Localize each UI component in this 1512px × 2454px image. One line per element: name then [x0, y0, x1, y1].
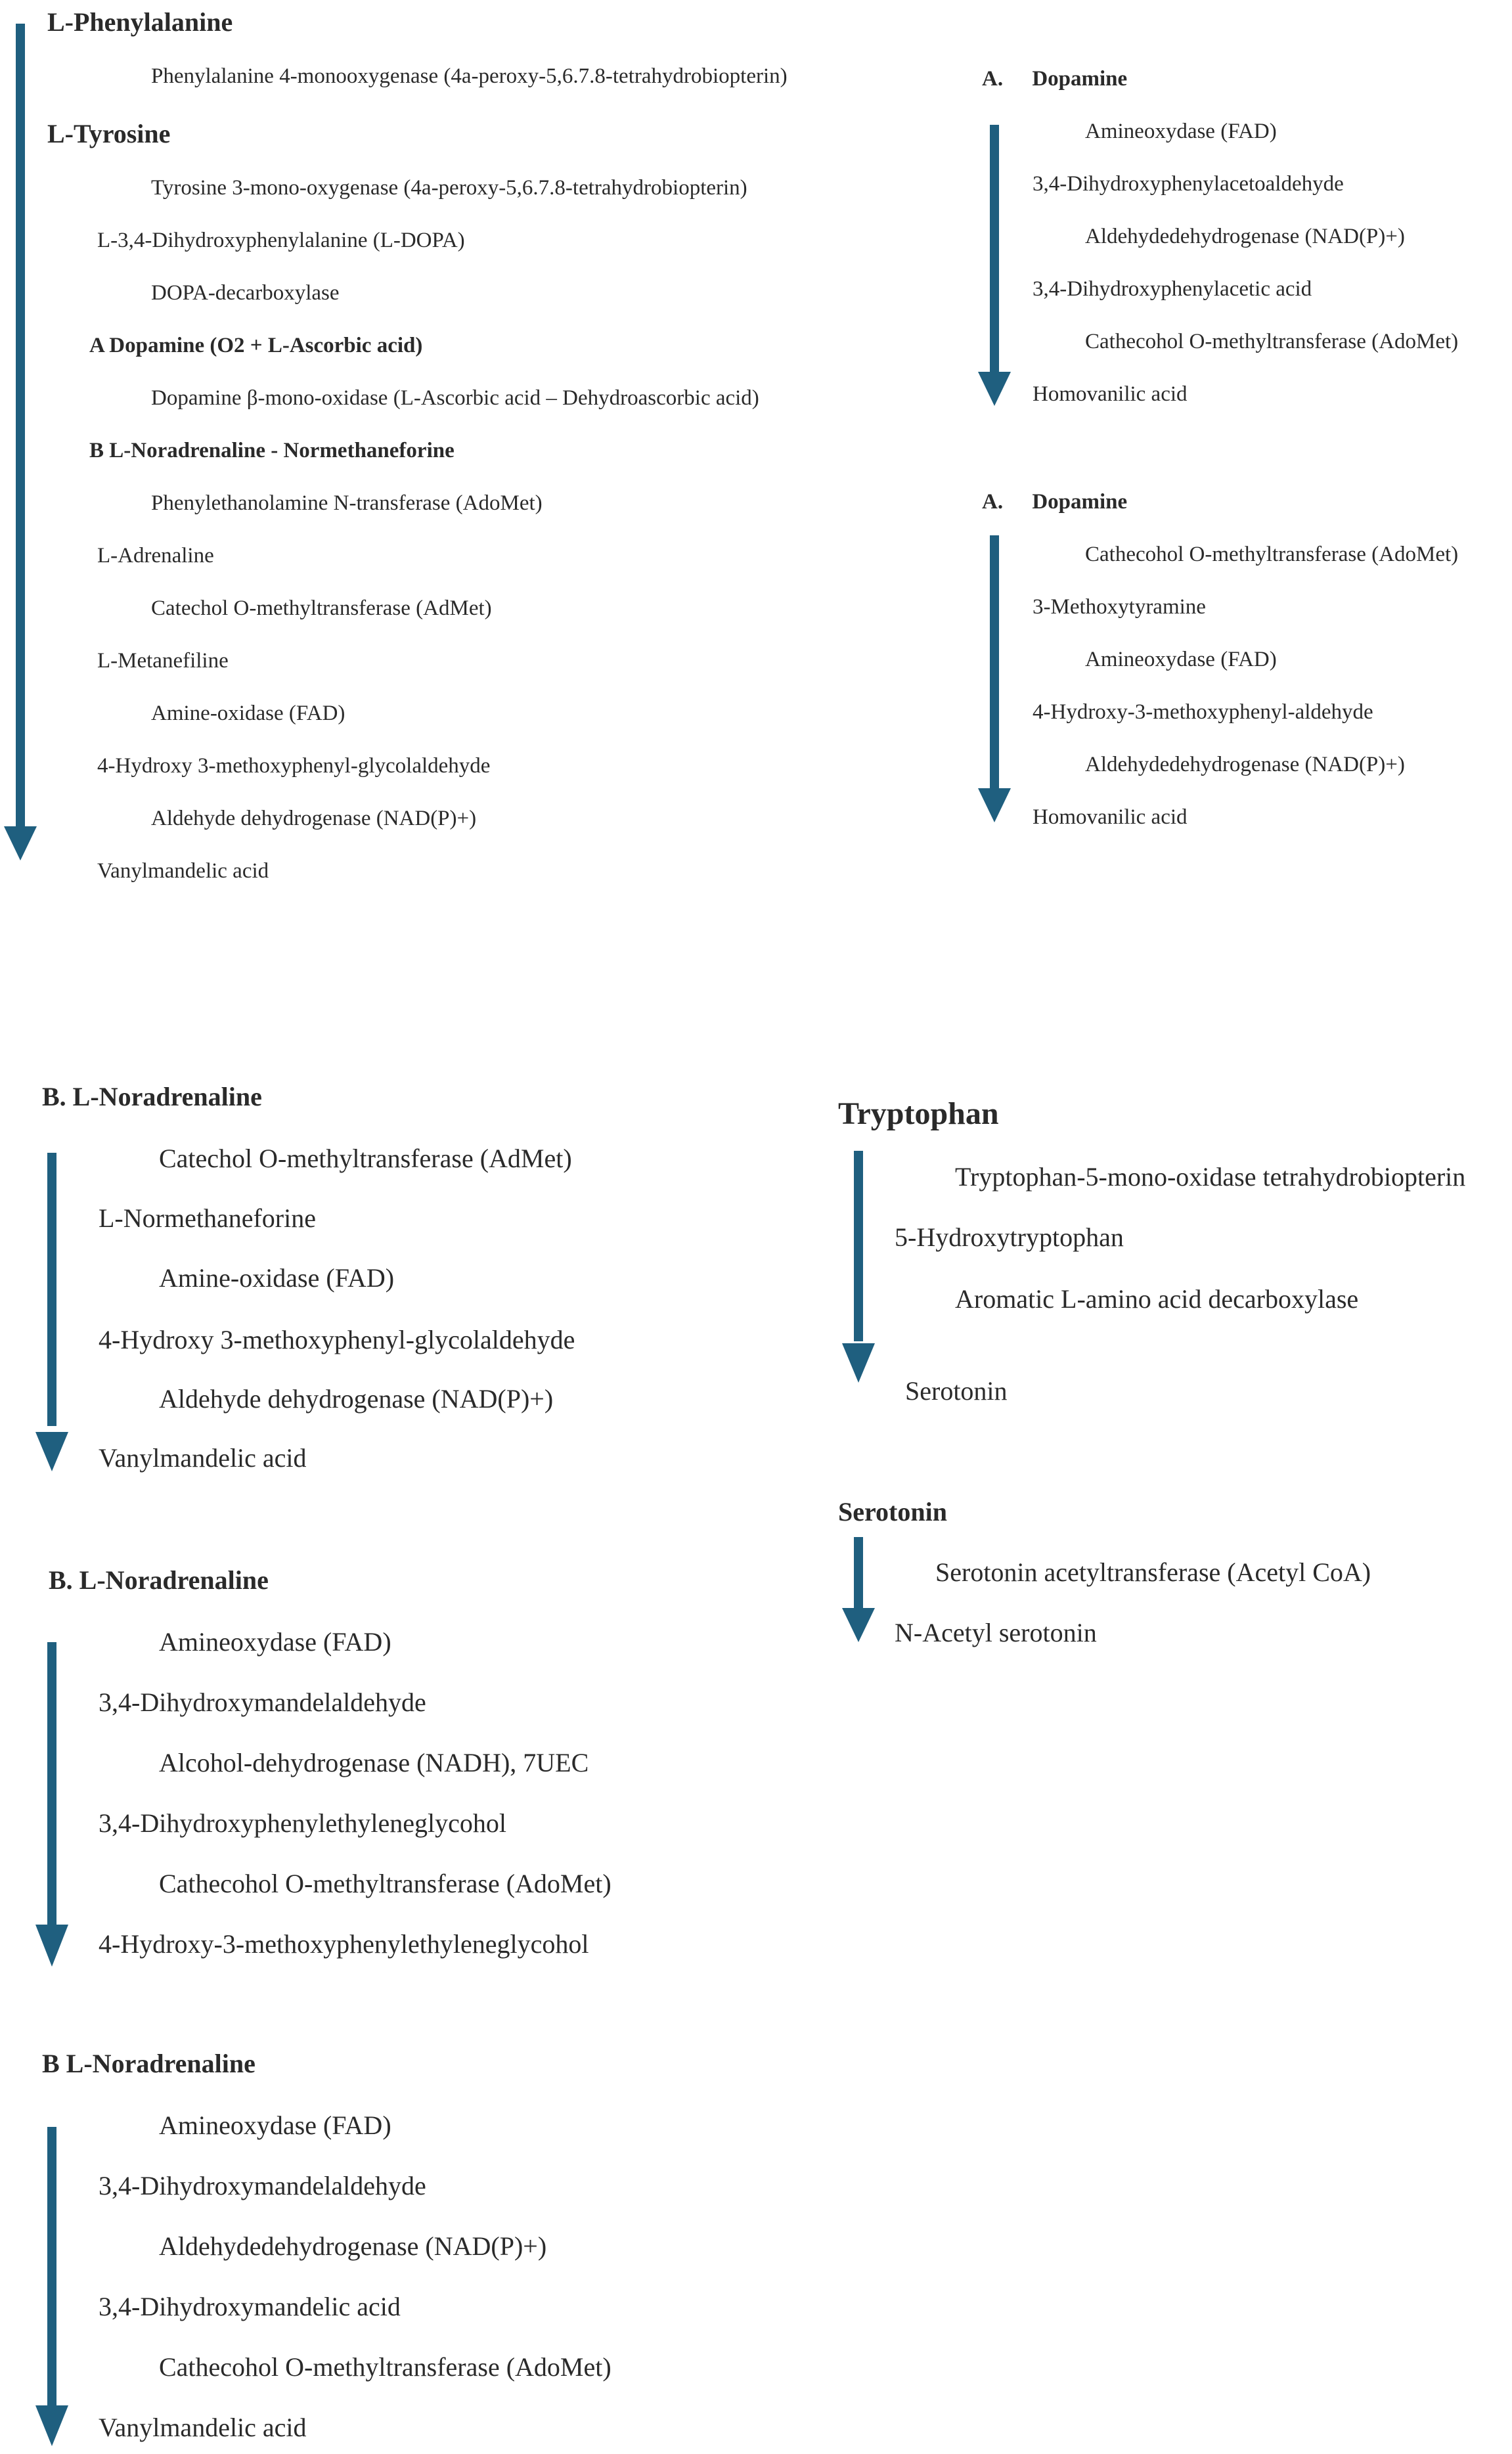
panel4-title: B. L-Noradrenaline: [42, 1082, 262, 1111]
panel1-title: L-Phenylalanine: [47, 7, 233, 37]
panel2-step: Amineoxydase (FAD): [1085, 120, 1277, 143]
panel3-compound: Homovanilic acid: [1033, 805, 1188, 829]
panel1-compound: Vanylmandelic acid: [97, 859, 269, 883]
panel1-compound: L-Tyrosine: [47, 119, 171, 148]
panel1-step: Amine-oxidase (FAD): [151, 702, 345, 725]
panel8-compound: 3,4-Dihydroxymandelic acid: [99, 2292, 401, 2321]
panel1-step: Catechol O-methyltransferase (AdMet): [151, 596, 492, 620]
panel7-step: Amineoxydase (FAD): [159, 1627, 391, 1657]
panel1-compound: L-3,4-Dihydroxyphenylalanine (L-DOPA): [97, 229, 465, 252]
panel1-compound: B L-Noradrenaline - Normethaneforine: [89, 439, 455, 462]
panel2-compound: Homovanilic acid: [1033, 382, 1188, 406]
panel3-step: Cathecohol O-methyltransferase (AdoMet): [1085, 543, 1459, 566]
panel8-step: Cathecohol O-methyltransferase (AdoMet): [159, 2352, 611, 2382]
panel7-compound: 3,4-Dihydroxymandelaldehyde: [99, 1687, 426, 1717]
panel1-step: Tyrosine 3-mono-oxygenase (4a-peroxy-5,6.7.8-tetrahydrobiopterin): [151, 176, 747, 200]
panel3-step: Aldehydedehydrogenase (NAD(P)+): [1085, 753, 1405, 776]
panel4-step: Amine-oxidase (FAD): [159, 1263, 395, 1293]
panel1-arrow: [4, 24, 37, 860]
panel7-compound: 3,4-Dihydroxyphenylethyleneglycohol: [99, 1808, 506, 1838]
panel2-compound: 3,4-Dihydroxyphenylacetic acid: [1033, 277, 1312, 301]
panel3-compound: 4-Hydroxy-3-methoxyphenyl-aldehyde: [1033, 700, 1373, 724]
panel1-step: DOPA-decarboxylase: [151, 281, 340, 305]
panel1-step: Dopamine β-mono-oxidase (L-Ascorbic acid – Dehydroascorbic acid): [151, 386, 759, 410]
panel7-step: Cathecohol O-methyltransferase (AdoMet): [159, 1869, 611, 1898]
panel7-arrow: [35, 1642, 68, 1967]
panel4-step: Catechol O-methyltransferase (AdMet): [159, 1144, 572, 1173]
panel8-compound: Vanylmandelic acid: [99, 2413, 307, 2442]
panel3-arrow: [978, 535, 1011, 822]
panel4-step: Aldehyde dehydrogenase (NAD(P)+): [159, 1384, 554, 1414]
panel4-arrow: [35, 1153, 68, 1471]
panel6-compound: N-Acetyl serotonin: [895, 1618, 1097, 1647]
panel7-title: B. L-Noradrenaline: [49, 1565, 269, 1595]
panel2-title: A. Dopamine: [982, 67, 1128, 91]
panel8-step: Amineoxydase (FAD): [159, 2110, 391, 2140]
panel5-arrow: [842, 1151, 875, 1383]
panel5-compound: 5-Hydroxytryptophan: [895, 1222, 1124, 1252]
panel2-step: Cathecohol O-methyltransferase (AdoMet): [1085, 330, 1459, 353]
panel1-step: Phenylalanine 4-monooxygenase (4a-peroxy-5,6.7.8-tetrahydrobiopterin): [151, 64, 788, 88]
panel2-step: Aldehydedehydrogenase (NAD(P)+): [1085, 225, 1405, 248]
panel5-step: Tryptophan-5-mono-oxidase tetrahydrobiopterin: [955, 1162, 1466, 1192]
panel1-compound: 4-Hydroxy 3-methoxyphenyl-glycolaldehyde: [97, 754, 491, 778]
panel3-title: A. Dopamine: [982, 490, 1128, 514]
panel5-step: Aromatic L-amino acid decarboxylase: [955, 1284, 1359, 1314]
panel1-compound: L-Metanefiline: [97, 649, 229, 673]
panel8-arrow: [35, 2127, 68, 2446]
panel1-compound: L-Adrenaline: [97, 544, 214, 568]
panel7-compound: 4-Hydroxy-3-methoxyphenylethyleneglycohol: [99, 1929, 589, 1959]
panel2-arrow: [978, 125, 1011, 406]
panel5-title: Tryptophan: [838, 1096, 999, 1131]
panel6-title: Serotonin: [838, 1497, 947, 1527]
panel3-compound: 3-Methoxytyramine: [1033, 595, 1206, 619]
panel8-compound: 3,4-Dihydroxymandelaldehyde: [99, 2171, 426, 2200]
panel7-step: Alcohol-dehydrogenase (NADH), 7UEC: [159, 1748, 589, 1777]
panel8-step: Aldehydedehydrogenase (NAD(P)+): [159, 2231, 547, 2261]
panel1-compound: A Dopamine (O2 + L-Ascorbic acid): [89, 334, 423, 357]
panel8-title: B L-Noradrenaline: [42, 2049, 256, 2078]
panel5-compound: Serotonin: [905, 1376, 1008, 1406]
panel1-step: Aldehyde dehydrogenase (NAD(P)+): [151, 807, 477, 830]
panel4-compound: Vanylmandelic acid: [99, 1443, 307, 1473]
panel4-compound: L-Normethaneforine: [99, 1203, 316, 1233]
panel1-step: Phenylethanolamine N-transferase (AdoMet): [151, 491, 543, 515]
panel4-compound: 4-Hydroxy 3-methoxyphenyl-glycolaldehyde: [99, 1325, 575, 1354]
panel6-step: Serotonin acetyltransferase (Acetyl CoA): [935, 1557, 1371, 1587]
panel3-step: Amineoxydase (FAD): [1085, 648, 1277, 671]
panel6-arrow: [842, 1537, 875, 1642]
panel2-compound: 3,4-Dihydroxyphenylacetoaldehyde: [1033, 172, 1344, 196]
